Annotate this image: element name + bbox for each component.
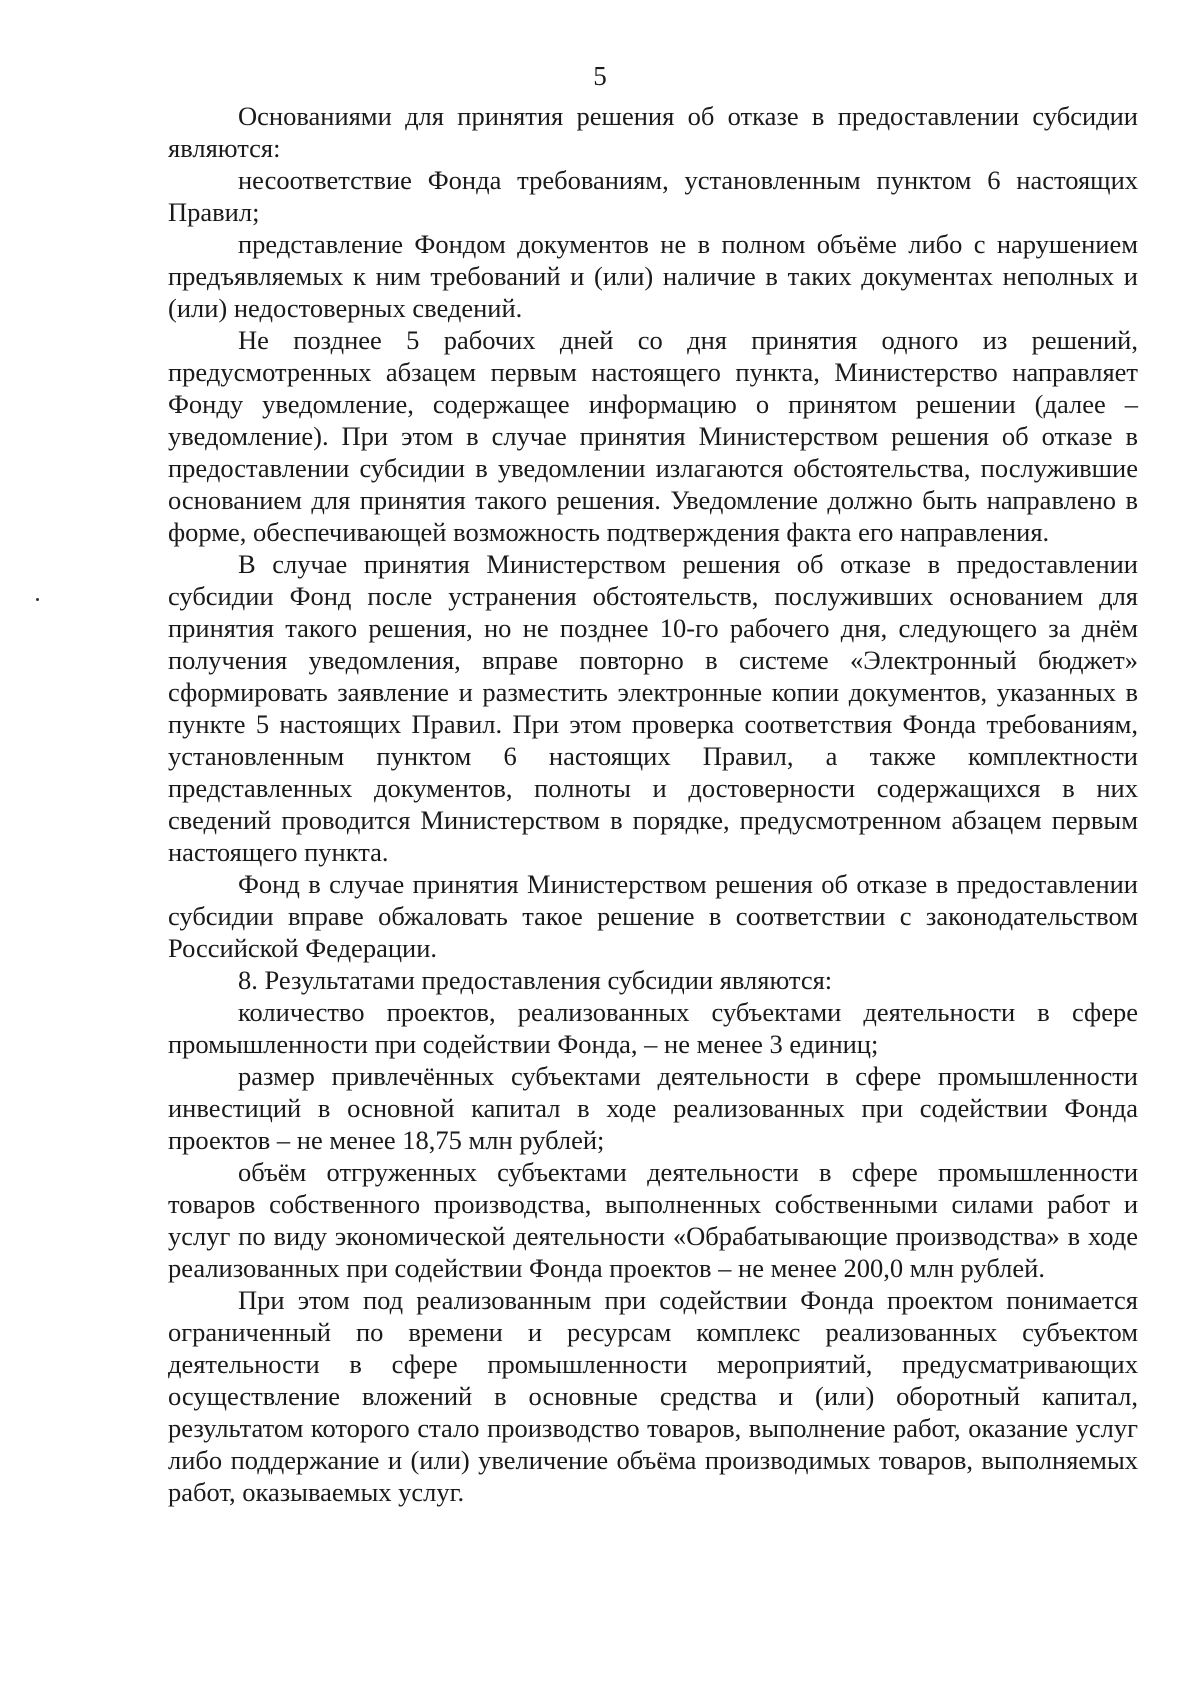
paragraph-result-shipments: объём отгруженных субъектами деятельности в сфере промышленности товаров собственного производства, выполненных собственными силами работ и услуг по виду экономической деятельности «Обрабатывающие производства» в ходе реализованных при содействии Фонда проектов – не менее 200,0 млн рублей. [168, 1157, 1138, 1283]
paragraph-project-definition: При этом под реализованным при содействии Фонда проектом понимается ограниченный по времени и ресурсам комплекс реализованных субъектом деятельности в сфере промышленности мероприятий, предусматривающих осуществление вложений в основные средства и (или) оборотный капитал, результатом которого стало производство товаров, выполнение работ, оказание услуг либо поддержание и (или) увеличение объёма производимых товаров, выполняемых работ, оказываемых услуг. [168, 1285, 1138, 1507]
paragraph-result-investments: размер привлечённых субъектами деятельности в сфере промышленности инвестиций в основной капитал в ходе реализованных при содействии Фонда проектов – не менее 18,75 млн рублей; [168, 1061, 1138, 1155]
paragraph-refusal-ground-2: представление Фондом документов не в полном объёме либо с нарушением предъявляемых к ним требований и (или) наличие в таких документах неполных и (или) недостоверных сведений. [168, 229, 1138, 323]
paragraph-refusal-ground-1: несоответствие Фонда требованиям, установленным пунктом 6 настоящих Правил; [168, 165, 1138, 227]
paragraph-refusal-grounds-intro: Основаниями для принятия решения об отказе в предоставлении субсидии являются: [168, 101, 1138, 163]
scan-speck [36, 598, 39, 601]
paragraph-results-heading: 8. Результатами предоставления субсидии являются: [238, 965, 833, 995]
page-number: 5 [593, 61, 607, 91]
paragraph-appeal: Фонд в случае принятия Министерством решения об отказе в предоставлении субсидии вправе обжаловать такое решение в соответствии с законодательством Российской Федерации. [168, 869, 1138, 963]
paragraph-result-projects: количество проектов, реализованных субъектами деятельности в сфере промышленности при содействии Фонда, – не менее 3 единиц; [168, 997, 1138, 1059]
document-body [168, 100, 1138, 1508]
paragraph-resubmission: В случае принятия Министерством решения об отказе в предоставлении субсидии Фонд после устранения обстоятельств, послуживших основанием для принятия такого решения, но не позднее 10-го рабочего дня, следующего за днём получения уведомления, вправе повторно в системе «Электронный бюджет» сформировать заявление и разместить электронные копии документов, указанных в пункте 5 настоящих Правил. При этом проверка соответствия Фонда требованиям, установленным пунктом 6 настоящих Правил, а также комплектности представленных документов, полноты и достоверности содержащихся в них сведений проводится Министерством в порядке, предусмотренном абзацем первым настоящего пункта. [168, 549, 1138, 867]
paragraph-notification: Не позднее 5 рабочих дней со дня принятия одного из решений, предусмотренных абзацем первым настоящего пункта, Министерство направляет Фонду уведомление, содержащее информацию о принятом решении (далее – уведомление). При этом в случае принятия Министерством решения об отказе в предоставлении субсидии в уведомлении излагаются обстоятельства, послужившие основанием для принятия такого решения. Уведомление должно быть направлено в форме, обеспечивающей возможность подтверждения факта его направления. [168, 325, 1138, 547]
